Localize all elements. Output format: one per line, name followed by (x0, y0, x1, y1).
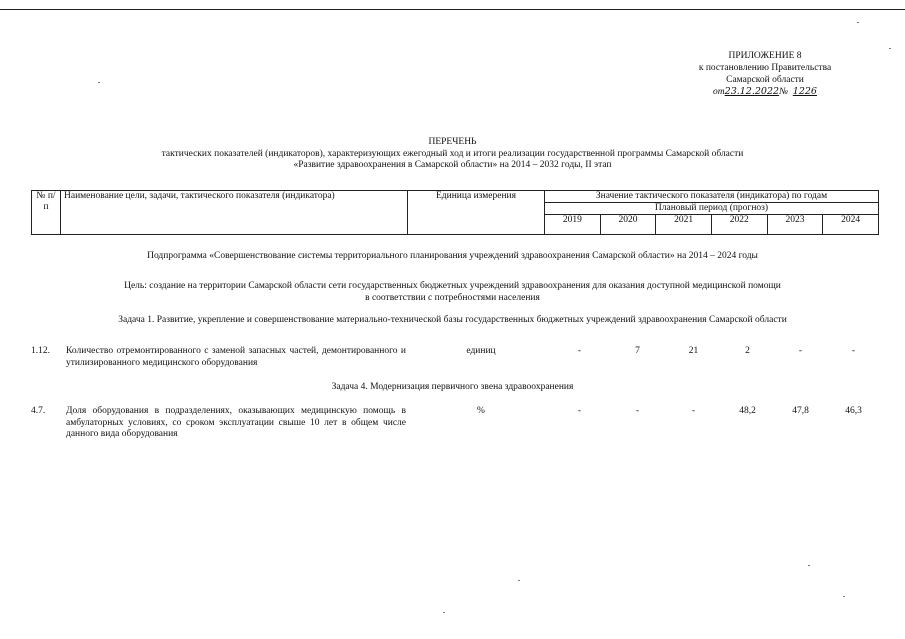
date-prefix: от (713, 87, 725, 97)
document-title (0, 137, 905, 172)
header-values: Значение тактического показателя (индикатора) по годам (545, 191, 879, 203)
scan-speck (857, 22, 859, 23)
handwritten-number: 1226 (792, 86, 817, 97)
row-value-2022: 2 (745, 346, 750, 356)
header-unit: Единица измерения (408, 191, 545, 235)
row-value-2020: 7 (635, 346, 640, 356)
row-value-2022: 48,2 (739, 406, 756, 416)
row-value-2023: 47,8 (792, 406, 809, 416)
header-year: 2021 (656, 215, 712, 235)
row-value-2019: - (577, 406, 582, 416)
scan-speck (98, 82, 100, 83)
goal-text (0, 280, 905, 304)
row-value-2021: 21 (688, 346, 699, 356)
indicator-table-header (31, 190, 879, 235)
row-indicator-name: Количество отремонтированного с заменой запасных частей, демонтированного и утилизированного медицинского оборудования (66, 346, 406, 368)
subprogram-title: Подпрограмма «Совершенствование системы территориального планирования учреждений здравоохранения Самарской области» на 2014 – 2024 годы (147, 251, 758, 261)
header-name: Наименование цели, задачи, тактического показателя (индикатора) (61, 191, 408, 235)
header-year: 2020 (600, 215, 656, 235)
row-value-2023: - (798, 346, 803, 356)
appendix-title: ПРИЛОЖЕНИЕ 8 (728, 51, 802, 61)
title-subtitle: тактических показателей (индикаторов), характеризующих ежегодный ход и итоги реализации государственной программы Самарской области (161, 148, 744, 159)
header-num: № п/п (32, 191, 61, 235)
row-value-2024: - (851, 346, 856, 356)
row-number: 1.12. (31, 346, 50, 356)
header-period: Плановый период (прогноз) (545, 203, 879, 215)
appendix-block (640, 50, 890, 98)
goal-line2: в соответствии с потребностями населения (365, 293, 540, 303)
title-program: «Развитие здравоохранения в Самарской области» на 2014 – 2032 годы, II этап (293, 160, 612, 170)
task-4-title: Задача 4. Модернизация первичного звена здравоохранения (331, 382, 574, 392)
title-heading: ПЕРЕЧЕНЬ (428, 137, 477, 147)
row-value-2019: - (577, 346, 582, 356)
appendix-region: Самарской области (726, 75, 804, 85)
scan-speck (443, 612, 445, 613)
header-year: 2019 (545, 215, 601, 235)
row-value-2020: - (635, 406, 640, 416)
scan-speck (889, 48, 891, 49)
appendix-date-number (640, 86, 890, 98)
row-value-2024: 46,3 (845, 406, 862, 416)
header-year: 2022 (711, 215, 767, 235)
page-top-border (0, 9, 905, 10)
header-year: 2023 (767, 215, 823, 235)
row-indicator-name: Доля оборудования в подразделениях, оказывающих медицинскую помощь в амбулаторных условиях, со сроком эксплуатации свыше 10 лет в общем числе данного вида оборудования (66, 406, 406, 439)
scan-speck (843, 596, 845, 597)
row-unit: % (477, 406, 485, 416)
scan-speck (808, 565, 810, 566)
handwritten-date: 23.12.2022 (724, 86, 780, 97)
number-prefix: № (779, 87, 789, 97)
goal-line1: Цель: создание на территории Самарской области сети государственных бюджетных учреждений здравоохранения для оказания доступной медицинской помощи (124, 281, 781, 291)
task-1-title: Задача 1. Развитие, укрепление и совершенствование материально-технической базы государственных бюджетных учреждений здравоохранения Самарской области (118, 315, 787, 325)
row-number: 4.7. (31, 406, 46, 416)
scan-speck (518, 580, 520, 581)
row-value-2021: - (691, 406, 696, 416)
row-unit: единиц (466, 346, 496, 356)
appendix-resolution: к постановлению Правительства (698, 63, 832, 73)
header-year: 2024 (823, 215, 879, 235)
